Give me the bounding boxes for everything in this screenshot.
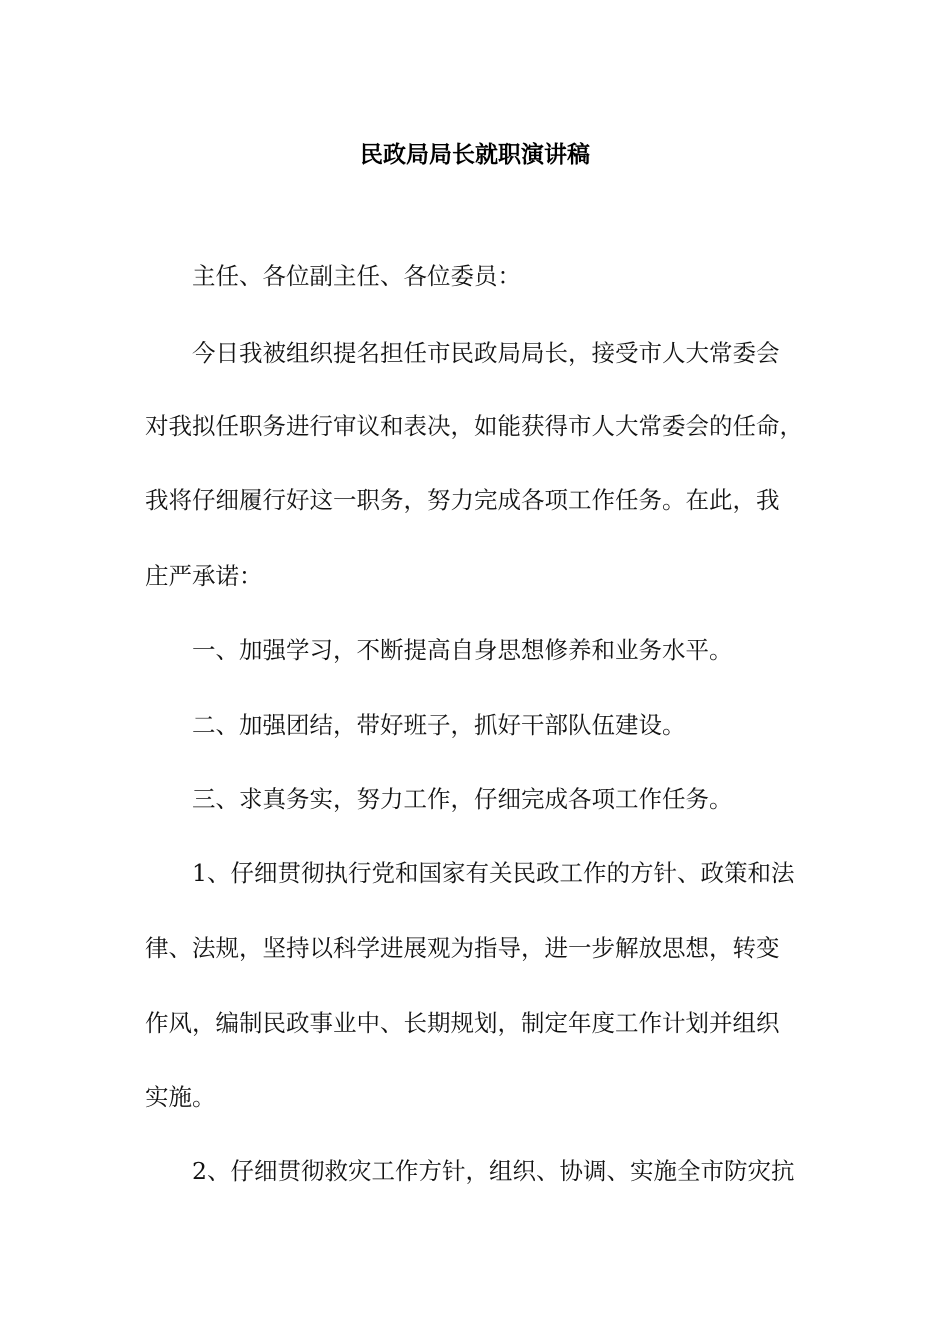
promise-item-3: 三、求真务实，努力工作，仔细完成各项工作任务。 bbox=[192, 785, 733, 813]
promise-item-2: 二、加强团结，带好班子，抓好干部队伍建设。 bbox=[192, 711, 686, 739]
paragraph-line: 作风，编制民政事业中、长期规划，制定年度工作计划并组织 bbox=[145, 1009, 780, 1037]
promise-item-1: 一、加强学习，不断提高自身思想修养和业务水平。 bbox=[192, 636, 733, 664]
paragraph-line: 2、仔细贯彻救灾工作方针，组织、协调、实施全市防灾抗 bbox=[192, 1157, 795, 1185]
paragraph-line: 我将仔细履行好这一职务，努力完成各项工作任务。在此，我 bbox=[145, 486, 780, 514]
paragraph-line: 1、仔细贯彻执行党和国家有关民政工作的方针、政策和法 bbox=[192, 859, 795, 887]
paragraph-line: 庄严承诺： bbox=[145, 562, 263, 590]
paragraph-line: 对我拟任职务进行审议和表决，如能获得市人大常委会的任命， bbox=[145, 412, 803, 440]
paragraph-line: 实施。 bbox=[145, 1083, 216, 1111]
salutation-line: 主任、各位副主任、各位委员： bbox=[192, 262, 521, 290]
paragraph-line: 今日我被组织提名担任市民政局局长，接受市人大常委会 bbox=[192, 339, 780, 367]
paragraph-line: 律、法规，坚持以科学进展观为指导，进一步解放思想，转变 bbox=[145, 934, 780, 962]
document-title: 民政局局长就职演讲稿 bbox=[360, 142, 590, 168]
